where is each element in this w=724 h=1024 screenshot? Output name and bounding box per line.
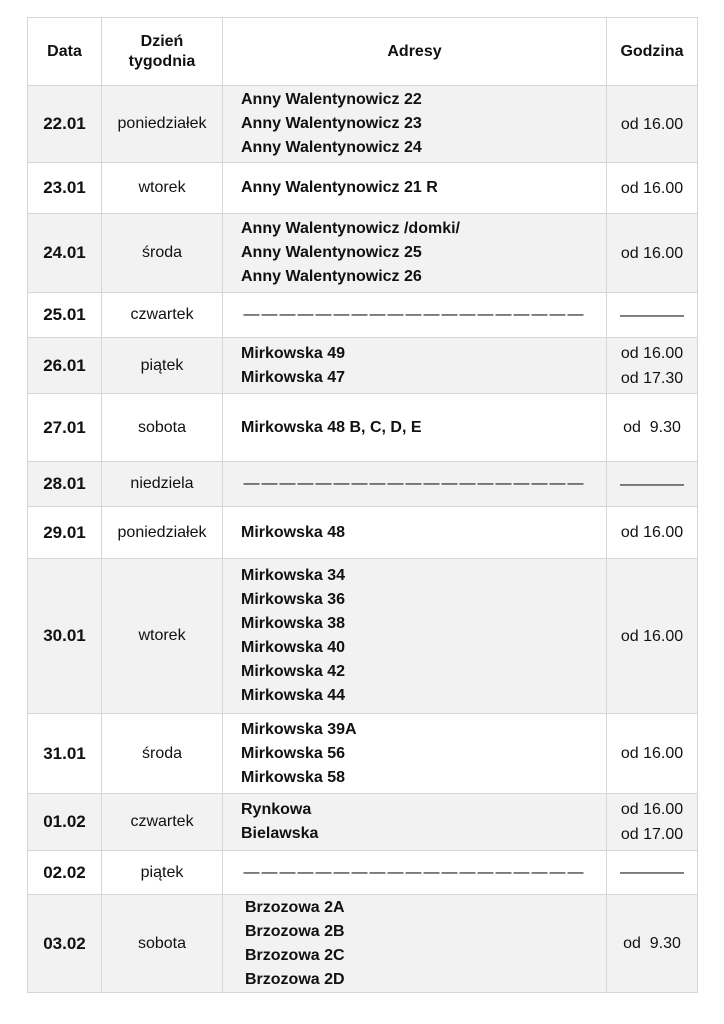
date-cell: 22.01 (28, 86, 102, 163)
address-line: Brzozowa 2A (245, 898, 345, 916)
hour-line: od 16.00 (620, 801, 684, 818)
address-line: Anny Walentynowicz /domki/ (241, 220, 460, 237)
addresses-cell (223, 794, 607, 851)
table-row (28, 293, 698, 338)
address-line: Mirkowska 40 (241, 639, 346, 656)
address-line: Brzozowa 2C (245, 946, 345, 964)
weekday-cell: piątek (102, 851, 223, 895)
addresses-cell (223, 559, 607, 714)
weekday-cell: środa (102, 714, 223, 794)
table-row (28, 338, 698, 394)
weekday-cell: wtorek (102, 163, 223, 214)
addresses-cell (223, 507, 607, 559)
hour-cell (607, 895, 698, 993)
hour-line: od 16.00 (620, 745, 684, 762)
table-row (28, 462, 698, 507)
address-line: Brzozowa 2D (245, 970, 345, 988)
hour-cell (607, 507, 698, 559)
address-line: Anny Walentynowicz 22 (241, 91, 422, 108)
hour-cell (607, 559, 698, 714)
address-line: Mirkowska 36 (241, 591, 346, 608)
weekday-cell: czwartek (102, 794, 223, 851)
address-line: Mirkowska 34 (241, 567, 346, 584)
header-day: Dzień tygodnia (102, 18, 223, 86)
address-line: Anny Walentynowicz 21 R (241, 179, 438, 196)
address-line: Mirkowska 38 (241, 615, 346, 632)
address-line: Bielawska (241, 825, 319, 842)
date-cell: 25.01 (28, 293, 102, 338)
date-cell: 28.01 (28, 462, 102, 507)
weekday-cell: poniedziałek (102, 507, 223, 559)
hour-cell (607, 214, 698, 293)
addresses-cell (223, 394, 607, 462)
hour-line: od 16.00 (620, 179, 684, 197)
date-cell: 03.02 (28, 895, 102, 993)
addresses-cell (223, 338, 607, 394)
weekday-cell: piątek (102, 338, 223, 394)
address-line: Mirkowska 47 (241, 368, 346, 386)
header-addresses: Adresy (223, 18, 607, 86)
hour-cell (607, 86, 698, 163)
table-row (28, 394, 698, 462)
hour-line: od 16.00 (620, 627, 684, 645)
table-row (28, 794, 698, 851)
address-line: Anny Walentynowicz 25 (241, 244, 422, 261)
empty-dash: ——————————————————— (243, 863, 586, 881)
date-cell: 29.01 (28, 507, 102, 559)
weekday-cell: sobota (102, 394, 223, 462)
date-cell: 26.01 (28, 338, 102, 394)
hour-cell (607, 394, 698, 462)
addresses-cell (223, 851, 607, 895)
weekday-cell: poniedziałek (102, 86, 223, 163)
hour-line: od 16.00 (620, 524, 684, 541)
weekday-cell: czwartek (102, 293, 223, 338)
addresses-cell (223, 86, 607, 163)
empty-dash: ———— (620, 475, 684, 493)
date-cell: 23.01 (28, 163, 102, 214)
address-line: Mirkowska 56 (241, 744, 346, 762)
hour-line: od 16.00 (620, 244, 684, 262)
table-row (28, 714, 698, 794)
hour-cell (607, 462, 698, 507)
weekday-cell: niedziela (102, 462, 223, 507)
address-line: Mirkowska 39A (241, 720, 357, 738)
header-date: Data (28, 18, 102, 86)
addresses-cell (223, 293, 607, 338)
hour-cell (607, 338, 698, 394)
table-row (28, 507, 698, 559)
hour-cell (607, 714, 698, 794)
hour-line: od 17.00 (620, 826, 684, 843)
address-line: Anny Walentynowicz 26 (241, 268, 422, 285)
weekday-cell: wtorek (102, 559, 223, 714)
hour-cell (607, 794, 698, 851)
address-line: Mirkowska 42 (241, 663, 346, 680)
date-cell: 02.02 (28, 851, 102, 895)
date-cell: 30.01 (28, 559, 102, 714)
schedule-body (28, 86, 698, 993)
header-row (28, 18, 698, 86)
address-line: Mirkowska 58 (241, 768, 346, 786)
addresses-cell (223, 462, 607, 507)
addresses-cell (223, 163, 607, 214)
table-row (28, 895, 698, 993)
date-cell: 27.01 (28, 394, 102, 462)
hour-line: od 9.30 (623, 935, 681, 952)
address-line: Mirkowska 44 (241, 687, 346, 704)
table-row (28, 163, 698, 214)
address-line: Rynkowa (241, 801, 312, 818)
weekday-cell: środa (102, 214, 223, 293)
addresses-cell (223, 895, 607, 993)
hour-line: od 16.00 (620, 344, 684, 362)
hour-line: od 17.30 (620, 369, 684, 387)
address-line: Mirkowska 48 B, C, D, E (241, 418, 422, 436)
address-line: Mirkowska 48 (241, 523, 346, 541)
schedule-table (27, 17, 698, 993)
date-cell: 31.01 (28, 714, 102, 794)
date-cell: 01.02 (28, 794, 102, 851)
addresses-cell (223, 714, 607, 794)
table-row (28, 86, 698, 163)
empty-dash: ———— (620, 306, 684, 324)
header-hour: Godzina (607, 18, 698, 86)
addresses-cell (223, 214, 607, 293)
address-line: Anny Walentynowicz 24 (241, 139, 422, 156)
empty-dash: ——————————————————— (243, 306, 586, 323)
empty-dash: ——————————————————— (243, 475, 586, 492)
table-row (28, 851, 698, 895)
empty-dash: ———— (620, 864, 684, 881)
hour-cell (607, 163, 698, 214)
weekday-cell: sobota (102, 895, 223, 993)
address-line: Anny Walentynowicz 23 (241, 115, 422, 132)
hour-line: od 16.00 (620, 115, 684, 133)
hour-line: od 9.30 (623, 419, 681, 436)
address-line: Mirkowska 49 (241, 344, 346, 362)
hour-cell (607, 851, 698, 895)
table-row (28, 559, 698, 714)
address-line: Brzozowa 2B (245, 922, 345, 940)
date-cell: 24.01 (28, 214, 102, 293)
table-row (28, 214, 698, 293)
hour-cell (607, 293, 698, 338)
